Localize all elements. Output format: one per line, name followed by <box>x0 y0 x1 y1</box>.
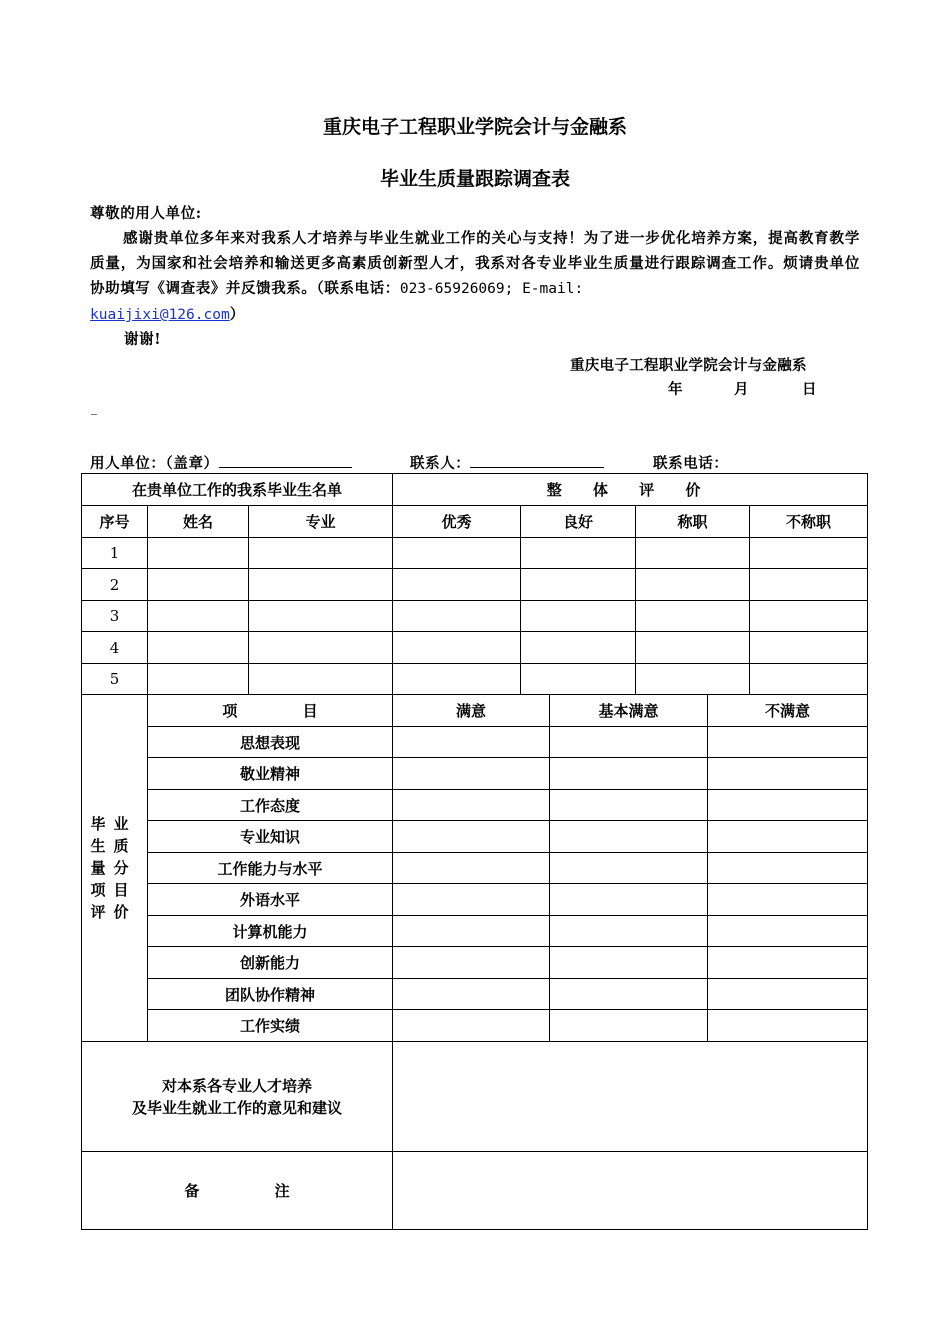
thanks-text: 谢谢! <box>124 331 162 348</box>
col-seq-header: 序号 <box>82 506 148 538</box>
unsatisfied-cell[interactable] <box>708 979 868 1010</box>
basically-satisfied-col-header: 基本满意 <box>550 695 708 727</box>
unsatisfied-cell[interactable] <box>708 853 868 884</box>
col-competent-header: 称职 <box>636 506 750 538</box>
excellent-cell[interactable] <box>393 601 521 632</box>
employer-label: 用人单位：（盖章） <box>90 455 219 472</box>
document-title: 重庆电子工程职业学院会计与金融系 <box>322 116 627 138</box>
letter-body-close: ） <box>229 306 245 323</box>
contact-input-line[interactable] <box>470 453 604 468</box>
date-year: 年 <box>668 381 684 398</box>
eval-item-row <box>82 916 868 947</box>
name-cell[interactable] <box>148 538 249 569</box>
satisfied-col-header: 满意 <box>393 695 550 727</box>
major-cell[interactable] <box>249 538 393 569</box>
satisfied-cell[interactable] <box>393 947 550 979</box>
eval-item-label: 专业知识 <box>148 821 393 853</box>
basically-satisfied-cell[interactable] <box>550 979 708 1010</box>
letter-body <box>90 226 860 328</box>
divider-mark <box>91 414 97 415</box>
col-name-header: 姓名 <box>148 506 249 538</box>
survey-table <box>81 473 868 1230</box>
competent-cell[interactable] <box>636 601 750 632</box>
basically-satisfied-cell[interactable] <box>550 884 708 916</box>
unsatisfied-cell[interactable] <box>708 821 868 853</box>
unsatisfied-col-header: 不满意 <box>708 695 868 727</box>
suggestions-label-line2: 及毕业生就业工作的意见和建议 <box>132 1098 343 1117</box>
eval-item-row <box>82 727 868 758</box>
basically-satisfied-cell[interactable] <box>550 758 708 790</box>
eval-item-label: 工作能力与水平 <box>148 853 393 884</box>
eval-item-label: 创新能力 <box>148 947 393 979</box>
incompetent-cell[interactable] <box>750 538 868 569</box>
document-subtitle: 毕业生质量跟踪调查表 <box>379 168 570 190</box>
suggestions-label-cell <box>82 1042 393 1152</box>
contact-email-link[interactable]: kuaijixi@126.com <box>90 307 230 323</box>
major-cell[interactable] <box>249 664 393 695</box>
row-number: 2 <box>82 569 148 601</box>
graduates-list-header: 在贵单位工作的我系毕业生名单 <box>82 474 393 506</box>
satisfied-cell[interactable] <box>393 1010 550 1042</box>
item-eval-label-cell <box>82 695 148 1042</box>
competent-cell[interactable] <box>636 664 750 695</box>
row-number: 1 <box>82 538 148 569</box>
item-col-header: 项 目 <box>148 695 393 727</box>
suggestions-label-line1: 对本系各专业人才培养 <box>162 1076 313 1095</box>
good-cell[interactable] <box>521 601 636 632</box>
col-major-header: 专业 <box>249 506 393 538</box>
eval-item-label: 工作实绩 <box>148 1010 393 1042</box>
name-cell[interactable] <box>148 664 249 695</box>
salutation: 尊敬的用人单位: <box>90 205 202 222</box>
unsatisfied-cell[interactable] <box>708 916 868 947</box>
item-eval-label: 毕业生质量分项目评价 <box>90 815 137 921</box>
major-cell[interactable] <box>249 632 393 664</box>
major-cell[interactable] <box>249 569 393 601</box>
good-cell[interactable] <box>521 538 636 569</box>
basically-satisfied-cell[interactable] <box>550 947 708 979</box>
name-cell[interactable] <box>148 601 249 632</box>
satisfied-cell[interactable] <box>393 853 550 884</box>
row-number: 5 <box>82 664 148 695</box>
table-row <box>82 538 868 569</box>
competent-cell[interactable] <box>636 538 750 569</box>
unsatisfied-cell[interactable] <box>708 727 868 758</box>
incompetent-cell[interactable] <box>750 632 868 664</box>
good-cell[interactable] <box>521 632 636 664</box>
basically-satisfied-cell[interactable] <box>550 916 708 947</box>
excellent-cell[interactable] <box>393 538 521 569</box>
contact-label: 联系人： <box>410 455 471 472</box>
eval-item-row <box>82 758 868 790</box>
employer-field <box>90 452 352 473</box>
suggestions-input-cell[interactable] <box>393 1042 868 1152</box>
unsatisfied-cell[interactable] <box>708 947 868 979</box>
eval-item-row <box>82 1010 868 1042</box>
eval-item-row <box>82 853 868 884</box>
excellent-cell[interactable] <box>393 569 521 601</box>
table-row <box>82 664 868 695</box>
incompetent-cell[interactable] <box>750 569 868 601</box>
eval-item-label: 外语水平 <box>148 884 393 916</box>
satisfied-cell[interactable] <box>393 727 550 758</box>
good-cell[interactable] <box>521 664 636 695</box>
letter-body-text: 感谢贵单位多年来对我系人才培养与毕业生就业工作的关心与支持！为了进一步优化培养方案，提高教育教学质量，为国家和社会培养和输送更多高素质创新型人才，我系对各专业毕业生质量进行跟踪调查工作。烦请贵单位协助填写《调查表》并反馈我系。（联系电话： <box>90 230 860 297</box>
date-month: 月 <box>734 381 750 398</box>
eval-item-label: 工作态度 <box>148 790 393 821</box>
table-row <box>82 601 868 632</box>
date-day: 日 <box>802 381 818 398</box>
unsatisfied-cell[interactable] <box>708 884 868 916</box>
competent-cell[interactable] <box>636 569 750 601</box>
col-excellent-header: 优秀 <box>393 506 521 538</box>
satisfied-cell[interactable] <box>393 821 550 853</box>
name-cell[interactable] <box>148 632 249 664</box>
eval-item-row <box>82 884 868 916</box>
contact-field <box>410 452 604 473</box>
name-cell[interactable] <box>148 569 249 601</box>
excellent-cell[interactable] <box>393 632 521 664</box>
satisfied-cell[interactable] <box>393 790 550 821</box>
phone-label: 联系电话： <box>653 455 729 472</box>
basically-satisfied-cell[interactable] <box>550 821 708 853</box>
eval-item-row <box>82 790 868 821</box>
good-cell[interactable] <box>521 569 636 601</box>
eval-item-label: 团队协作精神 <box>148 979 393 1010</box>
eval-item-row <box>82 979 868 1010</box>
basically-satisfied-cell[interactable] <box>550 790 708 821</box>
remarks-input-cell[interactable] <box>393 1152 868 1230</box>
satisfied-cell[interactable] <box>393 884 550 916</box>
eval-item-label: 敬业精神 <box>148 758 393 790</box>
overall-eval-header: 整 体 评 价 <box>393 474 868 506</box>
col-good-header: 良好 <box>521 506 636 538</box>
basically-satisfied-cell[interactable] <box>550 727 708 758</box>
table-row <box>82 632 868 664</box>
eval-item-label: 思想表现 <box>148 727 393 758</box>
eval-item-row <box>82 821 868 853</box>
phone-field <box>653 452 729 473</box>
col-incompetent-header: 不称职 <box>750 506 868 538</box>
incompetent-cell[interactable] <box>750 664 868 695</box>
satisfied-cell[interactable] <box>393 916 550 947</box>
unsatisfied-cell[interactable] <box>708 758 868 790</box>
eval-item-label: 计算机能力 <box>148 916 393 947</box>
satisfied-cell[interactable] <box>393 758 550 790</box>
competent-cell[interactable] <box>636 632 750 664</box>
excellent-cell[interactable] <box>393 664 521 695</box>
row-number: 4 <box>82 632 148 664</box>
remarks-label: 备 注 <box>82 1152 393 1230</box>
table-row <box>82 569 868 601</box>
signature: 重庆电子工程职业学院会计与金融系 <box>570 357 807 374</box>
row-number: 3 <box>82 601 148 632</box>
basically-satisfied-cell[interactable] <box>550 853 708 884</box>
major-cell[interactable] <box>249 601 393 632</box>
unsatisfied-cell[interactable] <box>708 790 868 821</box>
basically-satisfied-cell[interactable] <box>550 1010 708 1042</box>
contact-phone: 023-65926069; E-mail: <box>399 281 584 297</box>
unsatisfied-cell[interactable] <box>708 1010 868 1042</box>
eval-item-row <box>82 947 868 979</box>
satisfied-cell[interactable] <box>393 979 550 1010</box>
incompetent-cell[interactable] <box>750 601 868 632</box>
employer-input-line[interactable] <box>219 453 352 468</box>
